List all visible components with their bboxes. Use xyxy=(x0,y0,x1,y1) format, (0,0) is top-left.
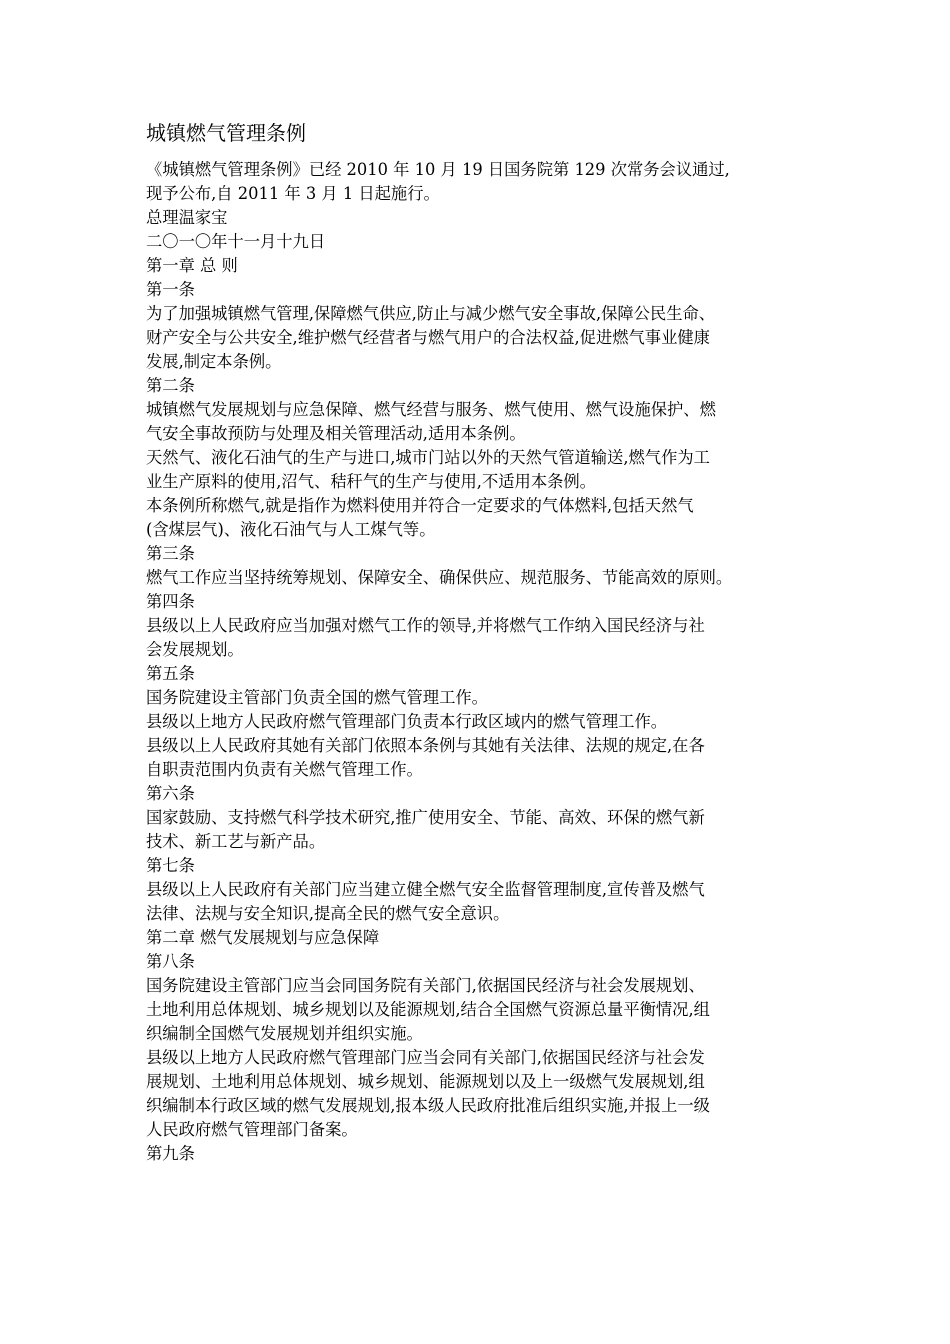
text-line: 织编制本行政区域的燃气发展规划,报本级人民政府批准后组织实施,并报上一级 xyxy=(146,1096,710,1115)
text-line: 燃气工作应当坚持统筹规划、保障安全、确保供应、规范服务、节能高效的原则。 xyxy=(146,568,733,587)
text-line: 本条例所称燃气,就是指作为燃料使用并符合一定要求的气体燃料,包括天然气 xyxy=(146,496,694,515)
text-line: 气安全事故预防与处理及相关管理活动,适用本条例。 xyxy=(146,424,526,443)
text-line: 展规划、土地利用总体规划、城乡规划、能源规划以及上一级燃气发展规划,组 xyxy=(146,1072,705,1091)
text-line: 会发展规划。 xyxy=(146,640,244,659)
article-heading: 第四条 xyxy=(146,592,195,611)
text-line: 自职责范围内负责有关燃气管理工作。 xyxy=(146,760,423,779)
article-heading: 第一条 xyxy=(146,280,195,299)
document-title: 城镇燃气管理条例 xyxy=(146,121,306,145)
text-line: 县级以上地方人民政府燃气管理部门负责本行政区域内的燃气管理工作。 xyxy=(146,712,668,731)
article-heading: 第八条 xyxy=(146,952,195,971)
text-line: 国务院建设主管部门应当会同国务院有关部门,依据国民经济与社会发展规划、 xyxy=(146,976,705,995)
issue-date: 二〇一〇年十一月十九日 xyxy=(146,232,326,251)
text-line: 为了加强城镇燃气管理,保障燃气供应,防止与减少燃气安全事故,保障公民生命、 xyxy=(146,304,716,323)
article-heading: 第五条 xyxy=(146,664,195,683)
text-line: 法律、法规与安全知识,提高全民的燃气安全意识。 xyxy=(146,904,510,923)
text-line: 县级以上人民政府有关部门应当建立健全燃气安全监督管理制度,宣传普及燃气 xyxy=(146,880,705,899)
text-line: 天然气、液化石油气的生产与进口,城市门站以外的天然气管道输送,燃气作为工 xyxy=(146,448,710,467)
text-line: 发展,制定本条例。 xyxy=(146,352,282,371)
text-line: 人民政府燃气管理部门备案。 xyxy=(146,1120,358,1139)
text-line: 织编制全国燃气发展规划并组织实施。 xyxy=(146,1024,423,1043)
text-line: 县级以上地方人民政府燃气管理部门应当会同有关部门,依据国民经济与社会发 xyxy=(146,1048,705,1067)
text-line: (含煤层气)、液化石油气与人工煤气等。 xyxy=(146,520,436,539)
article-heading: 第六条 xyxy=(146,784,195,803)
text-line: 县级以上人民政府应当加强对燃气工作的领导,并将燃气工作纳入国民经济与社 xyxy=(146,616,705,635)
text-line: 县级以上人民政府其她有关部门依照本条例与其她有关法律、法规的规定,在各 xyxy=(146,736,705,755)
text-line: 技术、新工艺与新产品。 xyxy=(146,832,326,851)
document-body xyxy=(146,158,806,1166)
text-line: 《城镇燃气管理条例》已经 2010 年 10 月 19 日国务院第 129 次常务会议通过, xyxy=(146,160,730,179)
document-page xyxy=(146,118,806,1166)
text-line: 财产安全与公共安全,维护燃气经营者与燃气用户的合法权益,促进燃气事业健康 xyxy=(146,328,710,347)
article-heading: 第三条 xyxy=(146,544,195,563)
signatory: 总理温家宝 xyxy=(146,208,228,227)
chapter-heading: 第一章 总 则 xyxy=(146,256,238,275)
text-line: 国务院建设主管部门负责全国的燃气管理工作。 xyxy=(146,688,488,707)
text-line: 国家鼓励、支持燃气科学技术研究,推广使用安全、节能、高效、环保的燃气新 xyxy=(146,808,705,827)
article-heading: 第九条 xyxy=(146,1144,195,1163)
text-line: 业生产原料的使用,沼气、秸秆气的生产与使用,不适用本条例。 xyxy=(146,472,596,491)
article-heading: 第二条 xyxy=(146,376,195,395)
text-line: 土地利用总体规划、城乡规划以及能源规划,结合全国燃气资源总量平衡情况,组 xyxy=(146,1000,710,1019)
text-line: 现予公布,自 2011 年 3 月 1 日起施行。 xyxy=(146,184,440,203)
chapter-heading: 第二章 燃气发展规划与应急保障 xyxy=(146,928,380,947)
text-line: 城镇燃气发展规划与应急保障、燃气经营与服务、燃气使用、燃气设施保护、燃 xyxy=(146,400,716,419)
article-heading: 第七条 xyxy=(146,856,195,875)
